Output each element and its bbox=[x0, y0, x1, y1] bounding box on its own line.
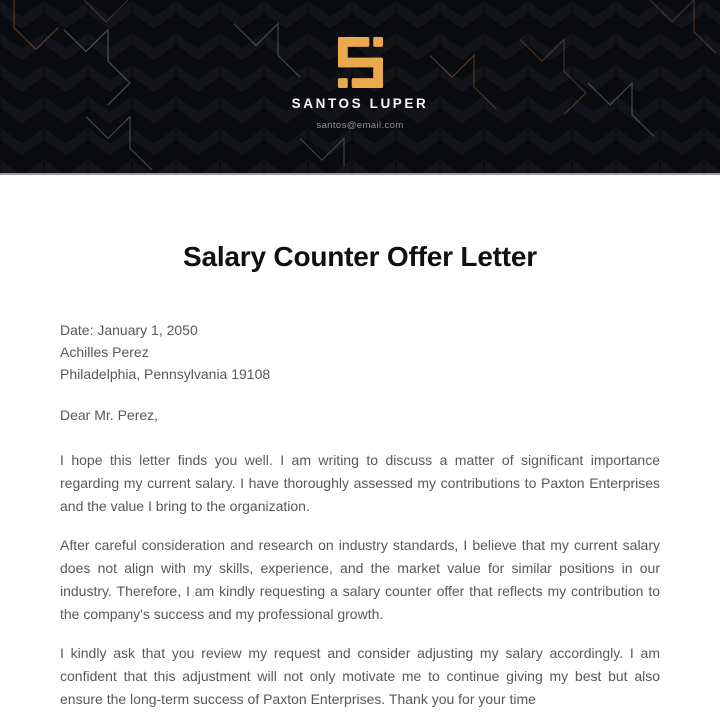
letter-paragraph-3: I kindly ask that you review my request and consider adjusting my salary accordingly. I am confident that this adjustment will not only motivate me to continue giving my best but also ensure the long-term success of Paxton Enterprises. Thank you for your time bbox=[60, 645, 660, 707]
letter-body bbox=[0, 241, 720, 711]
sender-name: SANTOS LUPER bbox=[291, 96, 429, 111]
logo-s-icon bbox=[337, 37, 384, 88]
meta-block bbox=[60, 319, 660, 385]
recipient-address: Philadelphia, Pennsylvania 19108 bbox=[60, 366, 271, 382]
letter-paragraph-2: After careful consideration and research on industry standards, I believe that my current salary does not align with my skills, experience, and the market value for similar positions in our industry. Therefore, I am kindly requesting a salary counter offer that reflects my contribution to the company's success and my professional growth. bbox=[60, 537, 660, 622]
brand-block bbox=[0, 0, 720, 173]
letterhead bbox=[0, 0, 720, 175]
date-line: Date: January 1, 2050 bbox=[60, 322, 198, 338]
sender-email: santos@email.com bbox=[316, 120, 404, 131]
letter-paragraph-1: I hope this letter finds you well. I am writing to discuss a matter of significant importance regarding my current salary. I have thoroughly assessed my contributions to Paxton Enterprises and the value I bring to the organization. bbox=[60, 452, 660, 514]
salutation: Dear Mr. Perez, bbox=[60, 407, 159, 423]
letter-title: Salary Counter Offer Letter bbox=[182, 241, 538, 272]
recipient-name: Achilles Perez bbox=[60, 344, 149, 360]
